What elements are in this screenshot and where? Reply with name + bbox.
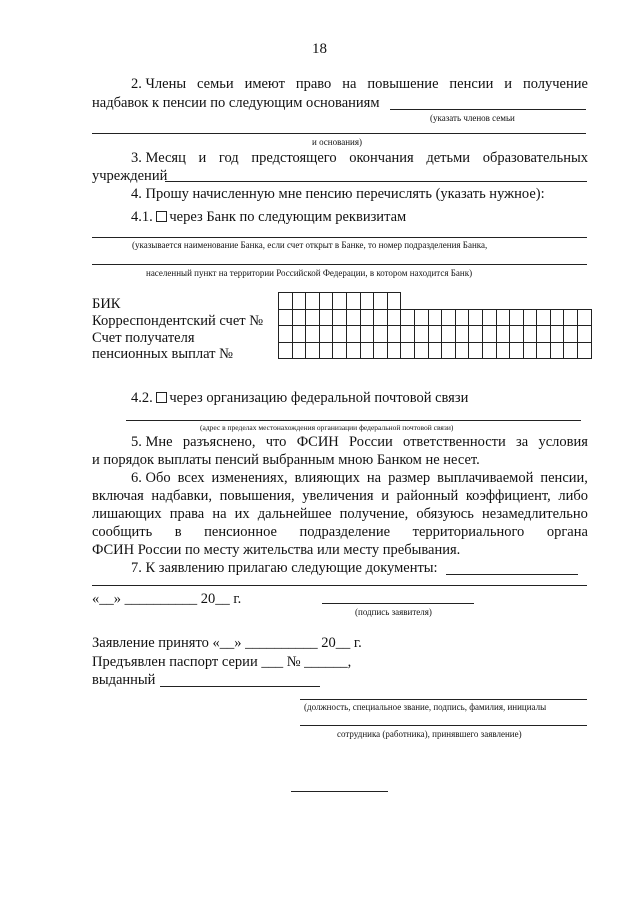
- corr-cell[interactable]: [523, 309, 537, 326]
- corr-cell[interactable]: [428, 309, 442, 326]
- closing-rule: [291, 791, 388, 792]
- p5-line1: [131, 435, 588, 450]
- word: и: [381, 488, 389, 504]
- empty-cell: [496, 293, 510, 310]
- word: надбавки,: [151, 488, 213, 504]
- word: влияющих: [294, 470, 360, 486]
- word: размер: [388, 470, 431, 486]
- corr-cell[interactable]: [414, 309, 428, 326]
- acct-cell[interactable]: [374, 326, 388, 343]
- word: включая: [92, 488, 144, 504]
- recipient-account-row2: [279, 342, 592, 359]
- acct-cell[interactable]: [387, 326, 401, 343]
- corr-cell[interactable]: [360, 309, 374, 326]
- empty-cell: [442, 293, 456, 310]
- word: обязуюсь: [416, 506, 474, 522]
- acct-cell[interactable]: [319, 342, 333, 359]
- recipient-account-label2: пенсионных выплат №: [92, 346, 233, 362]
- corr-cell[interactable]: [564, 309, 578, 326]
- accept-line1: Заявление принято «__» __________ 20__ г.: [92, 635, 362, 651]
- acct-cell[interactable]: [469, 342, 483, 359]
- p41-row: [131, 210, 406, 225]
- word: права: [169, 506, 205, 522]
- bik-cell[interactable]: [319, 293, 333, 310]
- p7-text: 7. К заявлению прилагаю следующие документы:: [131, 560, 438, 576]
- accept-hint2: сотрудника (работника), принявшего заявление): [337, 729, 522, 739]
- post-address-line: [126, 420, 581, 421]
- word: незамедлительно: [481, 506, 588, 522]
- word: в: [174, 524, 182, 540]
- acct-cell[interactable]: [455, 342, 469, 359]
- word: их: [234, 506, 250, 522]
- word: семьи: [197, 76, 234, 92]
- bank-checkbox[interactable]: [156, 211, 167, 222]
- word: органа: [546, 524, 588, 540]
- empty-cell: [578, 293, 592, 310]
- empty-cell: [401, 293, 415, 310]
- acct-cell[interactable]: [428, 326, 442, 343]
- word: и: [504, 76, 513, 92]
- p41-number: 4.1.: [131, 209, 157, 225]
- word: получение: [522, 76, 588, 92]
- word: получение,: [339, 506, 409, 522]
- acct-cell[interactable]: [550, 342, 564, 359]
- corr-cell[interactable]: [482, 309, 496, 326]
- corr-cell[interactable]: [401, 309, 415, 326]
- word: дальнейшее: [257, 506, 332, 522]
- corr-cell[interactable]: [374, 309, 388, 326]
- acct-cell[interactable]: [292, 342, 306, 359]
- acct-cell[interactable]: [523, 342, 537, 359]
- word: всех: [177, 470, 205, 486]
- acct-cell[interactable]: [428, 342, 442, 359]
- acct-cell[interactable]: [523, 326, 537, 343]
- bik-cell[interactable]: [374, 293, 388, 310]
- word: за: [516, 434, 529, 450]
- p42-number: 4.2.: [131, 390, 157, 406]
- bik-cell[interactable]: [279, 293, 293, 310]
- word: повышение: [367, 76, 439, 92]
- bik-row: [279, 293, 592, 310]
- p41-hint2: населенный пункт на территории Российской Федерации, в котором находится Банк): [146, 268, 473, 278]
- bik-cell[interactable]: [306, 293, 320, 310]
- acct-cell[interactable]: [306, 326, 320, 343]
- acct-cell[interactable]: [442, 342, 456, 359]
- word: 2. Члены: [131, 76, 187, 92]
- accept-hint1: (должность, специальное звание, подпись, фамилия, инициалы: [304, 702, 547, 712]
- acct-cell[interactable]: [564, 326, 578, 343]
- word: коэффициент,: [465, 488, 551, 504]
- word: пенсии,: [540, 470, 588, 486]
- accept-line2: Предъявлен паспорт серии ___ № ______,: [92, 654, 352, 670]
- empty-cell: [482, 293, 496, 310]
- corr-cell[interactable]: [442, 309, 456, 326]
- corr-cell[interactable]: [306, 309, 320, 326]
- word: ответственности: [403, 434, 506, 450]
- acct-cell[interactable]: [496, 342, 510, 359]
- officer-line: [300, 699, 587, 700]
- documents-line2: [92, 585, 587, 586]
- word: ФСИН: [296, 434, 339, 450]
- p2-line2: надбавок к пенсии по следующим основаниям: [92, 95, 380, 111]
- p3-line1: [131, 151, 588, 166]
- officer-line2: [300, 725, 587, 726]
- p41-label: через Банк по следующим реквизитам: [169, 209, 407, 225]
- p42-row: [131, 391, 468, 406]
- acct-cell[interactable]: [442, 326, 456, 343]
- acct-cell[interactable]: [346, 342, 360, 359]
- bik-cell[interactable]: [387, 293, 401, 310]
- documents-line: [446, 574, 578, 575]
- word: год: [218, 150, 239, 166]
- acct-cell[interactable]: [550, 326, 564, 343]
- empty-cell: [469, 293, 483, 310]
- p6-line2: [92, 489, 588, 504]
- word: имеют: [244, 76, 285, 92]
- acct-cell[interactable]: [401, 342, 415, 359]
- word: либо: [558, 488, 588, 504]
- empty-cell: [564, 293, 578, 310]
- acct-cell[interactable]: [306, 342, 320, 359]
- word: пенсии: [449, 76, 494, 92]
- word: изменениях,: [211, 470, 288, 486]
- recipient-account-row: [279, 326, 592, 343]
- p6-line5: ФСИН России по месту жительства или месту пребывания.: [92, 542, 461, 558]
- empty-cell: [537, 293, 551, 310]
- bank-details-grid: [278, 292, 592, 359]
- word: окончания: [349, 150, 414, 166]
- p6-line4: [92, 525, 588, 540]
- acct-cell[interactable]: [496, 326, 510, 343]
- word: повышения,: [219, 488, 295, 504]
- bank-name-line: [92, 237, 587, 238]
- acct-cell[interactable]: [374, 342, 388, 359]
- acct-cell[interactable]: [333, 326, 347, 343]
- empty-cell: [550, 293, 564, 310]
- word: выплачиваемой: [437, 470, 534, 486]
- acct-cell[interactable]: [401, 326, 415, 343]
- acct-cell[interactable]: [279, 326, 293, 343]
- corr-cell[interactable]: [455, 309, 469, 326]
- p2-hint2: и основания): [312, 137, 362, 147]
- word: России: [349, 434, 393, 450]
- p3-line2: учреждений: [92, 168, 168, 184]
- p42-label: через организацию федеральной почтовой связи: [169, 390, 469, 406]
- word: пенсионное: [204, 524, 277, 540]
- corr-cell[interactable]: [537, 309, 551, 326]
- word: сообщить: [92, 524, 153, 540]
- acct-cell[interactable]: [414, 342, 428, 359]
- word: 6. Обо: [131, 470, 171, 486]
- accept-line3: выданный: [92, 672, 156, 688]
- word: разъяснено,: [182, 434, 256, 450]
- corr-account-label: Корреспондентский счет №: [92, 313, 264, 329]
- bank-name-line2: [92, 264, 587, 265]
- acct-cell[interactable]: [360, 326, 374, 343]
- word: на: [366, 470, 382, 486]
- p42-hint: (адрес в пределах местонахождения организации федеральной почтовой связи): [200, 423, 454, 432]
- p2-field-line: [390, 109, 586, 110]
- word: на: [342, 76, 357, 92]
- word: детьми: [426, 150, 471, 166]
- acct-cell[interactable]: [360, 342, 374, 359]
- corr-cell[interactable]: [333, 309, 347, 326]
- word: образовательных: [482, 150, 588, 166]
- signature-line: [322, 603, 474, 604]
- bik-cell[interactable]: [346, 293, 360, 310]
- p6-line3: [92, 507, 588, 522]
- post-checkbox[interactable]: [156, 392, 167, 403]
- acct-cell[interactable]: [510, 326, 524, 343]
- acct-cell[interactable]: [319, 326, 333, 343]
- word: подразделение: [299, 524, 391, 540]
- corr-account-row: [279, 309, 592, 326]
- word: что: [265, 434, 287, 450]
- corr-cell[interactable]: [387, 309, 401, 326]
- corr-cell[interactable]: [292, 309, 306, 326]
- sign-date: «__» __________ 20__ г.: [92, 591, 242, 607]
- corr-cell[interactable]: [510, 309, 524, 326]
- acct-cell[interactable]: [510, 342, 524, 359]
- empty-cell: [455, 293, 469, 310]
- issued-by-line: [160, 686, 320, 687]
- acct-cell[interactable]: [578, 326, 592, 343]
- acct-cell[interactable]: [537, 326, 551, 343]
- page-number: 18: [312, 41, 327, 57]
- p3-field-line: [165, 181, 587, 182]
- p4-text: 4. Прошу начисленную мне пенсию перечислять (указать нужное):: [131, 186, 545, 202]
- acct-cell[interactable]: [414, 326, 428, 343]
- acct-cell[interactable]: [564, 342, 578, 359]
- acct-cell[interactable]: [469, 326, 483, 343]
- empty-cell: [414, 293, 428, 310]
- p2-field-line2: [92, 133, 586, 134]
- corr-cell[interactable]: [279, 309, 293, 326]
- bik-cell[interactable]: [333, 293, 347, 310]
- acct-cell[interactable]: [482, 342, 496, 359]
- p6-line1: [131, 471, 588, 486]
- word: территориального: [412, 524, 525, 540]
- acct-cell[interactable]: [346, 326, 360, 343]
- acct-cell[interactable]: [387, 342, 401, 359]
- empty-cell: [510, 293, 524, 310]
- p2-line1: [131, 77, 588, 92]
- empty-cell: [523, 293, 537, 310]
- word: условия: [538, 434, 588, 450]
- word: лишающих: [92, 506, 162, 522]
- recipient-account-label1: Счет получателя: [92, 330, 195, 346]
- acct-cell[interactable]: [292, 326, 306, 343]
- acct-cell[interactable]: [537, 342, 551, 359]
- corr-cell[interactable]: [550, 309, 564, 326]
- acct-cell[interactable]: [333, 342, 347, 359]
- acct-cell[interactable]: [455, 326, 469, 343]
- p5-line2: и порядок выплаты пенсий выбранным мною Банком не несет.: [92, 452, 480, 468]
- bik-cell[interactable]: [360, 293, 374, 310]
- p41-hint1: (указывается наименование Банка, если счет открыт в Банке, то номер подразделения Банка,: [132, 240, 488, 250]
- word: увеличения: [302, 488, 374, 504]
- word: на: [212, 506, 227, 522]
- sign-hint: (подпись заявителя): [355, 607, 432, 617]
- acct-cell[interactable]: [482, 326, 496, 343]
- corr-cell[interactable]: [496, 309, 510, 326]
- word: районный: [396, 488, 459, 504]
- word: 5. Мне: [131, 434, 173, 450]
- empty-cell: [428, 293, 442, 310]
- word: и: [198, 150, 207, 166]
- word: 3. Месяц: [131, 150, 186, 166]
- corr-cell[interactable]: [346, 309, 360, 326]
- bik-cell[interactable]: [292, 293, 306, 310]
- acct-cell[interactable]: [578, 342, 592, 359]
- bik-label: БИК: [92, 296, 121, 312]
- word: предстоящего: [251, 150, 337, 166]
- corr-cell[interactable]: [578, 309, 592, 326]
- corr-cell[interactable]: [319, 309, 333, 326]
- corr-cell[interactable]: [469, 309, 483, 326]
- acct-cell[interactable]: [279, 342, 293, 359]
- p2-hint1: (указать членов семьи: [430, 113, 515, 123]
- word: право: [295, 76, 332, 92]
